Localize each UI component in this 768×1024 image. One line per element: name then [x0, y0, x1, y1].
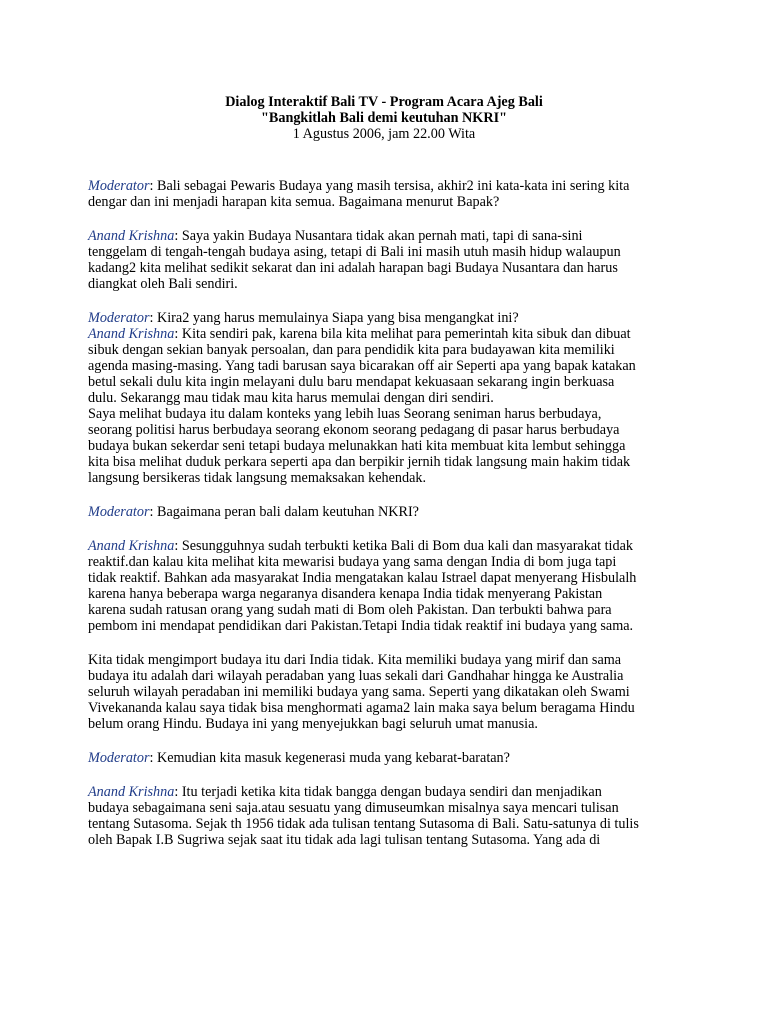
text-line: Saya melihat budaya itu dalam konteks yang lebih luas Seorang seniman harus berbudaya, [88, 406, 602, 422]
paragraph-gap [88, 486, 688, 504]
paragraph-gap [88, 732, 688, 750]
text-line: Kita sendiri pak, karena bila kita melihat para pemerintah kita sibuk dan dibuat [181, 326, 631, 342]
paragraph-1 [88, 178, 688, 210]
text-line: karena sudah ratusan orang yang sudah mati di Bom oleh Pakistan. Dan terbukti bahwa para [88, 602, 612, 618]
text-line: kadang2 kita melihat sedikit sekarat dan ini adalah harapan bagi Budaya Nusantara dan harus [88, 260, 618, 276]
paragraph-6 [88, 538, 688, 634]
speaker-colon: : [149, 178, 157, 194]
speaker-label: Moderator [88, 178, 150, 194]
speaker-label: Moderator [88, 504, 150, 520]
speaker-label: Moderator [88, 310, 150, 326]
speaker-label: Anand Krishna [88, 326, 175, 342]
paragraph-7 [88, 652, 688, 732]
text-line: dengar dan ini menjadi harapan kita semua. Bagaimana menurut Bapak? [88, 194, 500, 210]
text-line: diangkat oleh Bali sendiri. [88, 276, 238, 292]
text-line: Kemudian kita masuk kegenerasi muda yang kebarat-baratan? [156, 750, 510, 766]
text-line: Kira2 yang harus memulainya Siapa yang bisa mengangkat ini? [156, 310, 519, 326]
paragraph-3 [88, 310, 688, 326]
speaker-label: Moderator [88, 750, 150, 766]
text-line: kita bisa melihat duduk perkara seperti apa dan berpikir jernih tidak langsung main hakim tidak [88, 454, 631, 470]
text-line: tenggelam di tengah-tengah budaya asing, tetapi di Bali ini masih utuh masih hidup walaupun [88, 244, 621, 260]
text-line: Vivekananda kalau saya tidak bisa menghormati agama2 lain maka saya belum beragama Hindu [88, 700, 635, 716]
paragraph-5 [88, 504, 688, 520]
text-line: tidak reaktif. Bahkan ada masyarakat India mengatakan kalau Istrael dapat menyerang Hisbulalh [88, 570, 637, 586]
text-line: seluruh wilayah peradaban ini memiliki budaya yang sama. Seperti yang dikatakan oleh Swami [88, 684, 630, 700]
speaker-label: Anand Krishna [88, 538, 175, 554]
speaker-colon: : [174, 784, 182, 800]
paragraph-gap [88, 292, 688, 310]
speaker-colon: : [174, 228, 182, 244]
text-line: budaya itu adalah dari wilayah peradaban yang luas sekali dari Gandhahar hingga ke Australia [88, 668, 624, 684]
document-title: Dialog Interaktif Bali TV - Program Acara Ajeg Bali [225, 94, 543, 110]
document-header [0, 94, 768, 142]
text-line: belum orang Hindu. Budaya ini yang menyejukkan bagi seluruh umat manusia. [88, 716, 538, 732]
speaker-label: Anand Krishna [88, 784, 175, 800]
text-line: Kita tidak mengimport budaya itu dari India tidak. Kita memiliki budaya yang mirif dan sama [88, 652, 622, 668]
text-line: Bagaimana peran bali dalam keutuhan NKRI? [156, 504, 419, 520]
speaker-label: Anand Krishna [88, 228, 175, 244]
text-line: tentang Sutasoma. Sejak th 1956 tidak ada tulisan tentang Sutasoma di Bali. Satu-satunya di tulis [88, 816, 639, 832]
text-line: seorang politisi harus berbudaya seorang ekonom seorang pedagang di pasar harus berbudaya [88, 422, 620, 438]
text-line: langsung bersikeras tidak langsung memaksakan kehendak. [88, 470, 427, 486]
text-line: agenda masing-masing. Yang tadi barusan saya bicarakan off air Seperti apa yang bapak katakan [88, 358, 636, 374]
text-line: sibuk dengan sekian banyak persoalan, dan para pendidik kita para budayawan kita memiliki [88, 342, 615, 358]
text-line: reaktif.dan kalau kita melihat kita mewarisi budaya yang sama dengan India di bom juga tapi [88, 554, 617, 570]
text-line: karena hanya beberapa warga negaranya disandera kenapa India tidak menyerang Pakistan [88, 586, 603, 602]
speaker-colon: : [174, 538, 182, 554]
text-line: pembom ini mendapat pendidikan dari Pakistan.Tetapi India tidak reaktif ini budaya yang sama. [88, 618, 634, 634]
text-line: Saya yakin Budaya Nusantara tidak akan pernah mati, tapi di sana-sini [181, 228, 583, 244]
speaker-colon: : [174, 326, 182, 342]
speaker-colon: : [149, 504, 157, 520]
paragraph-9 [88, 784, 688, 848]
document-date: 1 Agustus 2006, jam 22.00 Wita [292, 126, 476, 142]
text-line: dulu. Sekarangg mau tidak mau kita harus memulai dengan diri sendiri. [88, 390, 494, 406]
paragraph-gap [88, 634, 688, 652]
text-line: Itu terjadi ketika kita tidak bangga dengan budaya sendiri dan menjadikan [181, 784, 602, 800]
paragraph-gap [88, 210, 688, 228]
text-line: budaya sebagaimana seni saja.atau sesuatu yang dimuseumkan misalnya saya mencari tulisan [88, 800, 619, 816]
document-body [88, 178, 688, 848]
paragraph-gap [88, 766, 688, 784]
speaker-colon: : [149, 750, 157, 766]
text-line: betul sekali dulu kita ingin melayani dulu baru mendapat kekuasaan sekarang ingin berkuasa [88, 374, 615, 390]
paragraph-4 [88, 326, 688, 486]
paragraph-2 [88, 228, 688, 292]
speaker-colon: : [149, 310, 157, 326]
text-line: budaya bukan sekerdar seni tetapi budaya melunakkan hati kita membuat kita lembut sehingga [88, 438, 626, 454]
document-subtitle: "Bangkitlah Bali demi keutuhan NKRI" [261, 110, 507, 126]
paragraph-8 [88, 750, 688, 766]
text-line: Bali sebagai Pewaris Budaya yang masih tersisa, akhir2 ini kata-kata ini sering kita [156, 178, 630, 194]
text-line: oleh Bapak I.B Sugriwa sejak saat itu tidak ada lagi tulisan tentang Sutasoma. Yang ada di [88, 832, 601, 848]
text-line: Sesungguhnya sudah terbukti ketika Bali di Bom dua kali dan masyarakat tidak [181, 538, 633, 554]
paragraph-gap [88, 520, 688, 538]
